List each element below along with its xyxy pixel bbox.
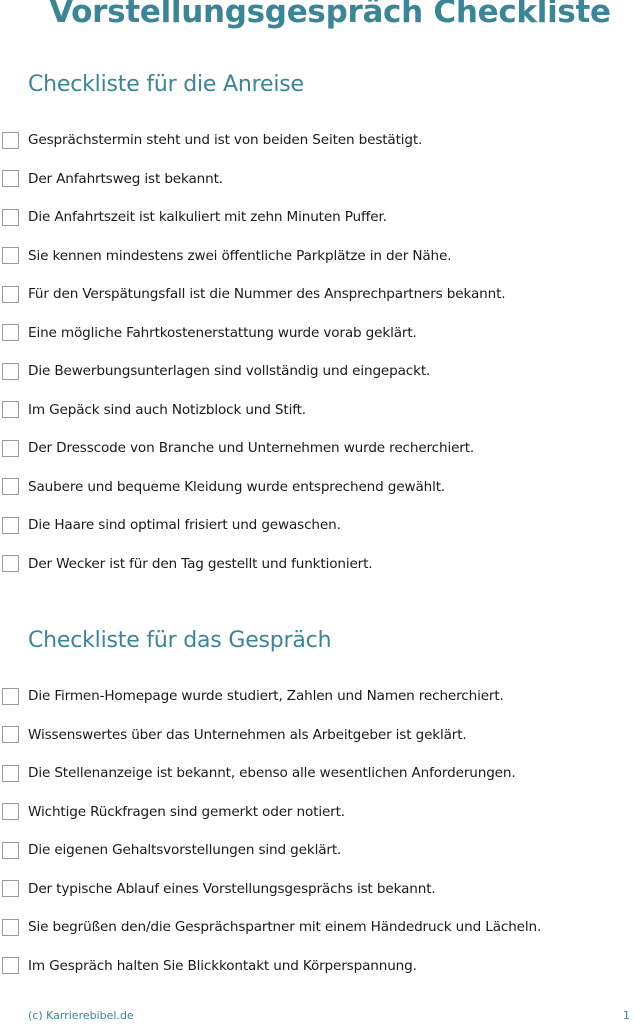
section-heading-anreise: Checkliste für die Anreise xyxy=(28,72,304,97)
checkbox[interactable] xyxy=(2,363,19,380)
checkbox[interactable] xyxy=(2,726,19,743)
checklist-item[interactable] xyxy=(0,716,541,755)
checklist-item[interactable] xyxy=(0,908,541,947)
page-number: 1 xyxy=(623,1009,630,1022)
checklist-gespraech xyxy=(0,677,541,985)
checkbox[interactable] xyxy=(2,209,19,226)
checkbox[interactable] xyxy=(2,440,19,457)
checklist-item-text: Der Wecker ist für den Tag gestellt und funktioniert. xyxy=(28,555,373,572)
checklist-item-text: Der Anfahrtsweg ist bekannt. xyxy=(28,170,223,187)
checklist-item[interactable] xyxy=(0,677,541,716)
checklist-item-text: Die Firmen-Homepage wurde studiert, Zahlen und Namen recherchiert. xyxy=(28,688,504,705)
checklist-item-text: Die Haare sind optimal frisiert und gewaschen. xyxy=(28,517,341,534)
checklist-item[interactable] xyxy=(0,831,541,870)
checkbox[interactable] xyxy=(2,401,19,418)
checklist-item[interactable] xyxy=(0,352,505,391)
checkbox[interactable] xyxy=(2,880,19,897)
checkbox[interactable] xyxy=(2,803,19,820)
checklist-anreise xyxy=(0,121,505,583)
checklist-item[interactable] xyxy=(0,314,505,353)
checklist-item-text: Die Stellenanzeige ist bekannt, ebenso alle wesentlichen Anforderungen. xyxy=(28,765,516,782)
checklist-item[interactable] xyxy=(0,947,541,986)
checklist-item-text: Die eigenen Gehaltsvorstellungen sind geklärt. xyxy=(28,842,342,859)
checkbox[interactable] xyxy=(2,842,19,859)
checklist-item[interactable] xyxy=(0,506,505,545)
checkbox[interactable] xyxy=(2,286,19,303)
page-title: Vorstellungsgespräch Checkliste xyxy=(49,0,611,30)
checklist-item[interactable] xyxy=(0,275,505,314)
checkbox[interactable] xyxy=(2,555,19,572)
checklist-item-text: Sie begrüßen den/die Gesprächspartner mit einem Händedruck und Lächeln. xyxy=(28,919,542,936)
checklist-item[interactable] xyxy=(0,754,541,793)
checkbox[interactable] xyxy=(2,324,19,341)
checklist-item[interactable] xyxy=(0,121,505,160)
checklist-item-text: Im Gespräch halten Sie Blickkontakt und Körperspannung. xyxy=(28,957,417,974)
footer-source: (c) Karrierebibel.de xyxy=(28,1009,134,1022)
checkbox[interactable] xyxy=(2,517,19,534)
checklist-item[interactable] xyxy=(0,391,505,430)
checkbox[interactable] xyxy=(2,957,19,974)
checklist-item[interactable] xyxy=(0,870,541,909)
checklist-item-text: Die Bewerbungsunterlagen sind vollständig und eingepackt. xyxy=(28,363,431,380)
checklist-item[interactable] xyxy=(0,429,505,468)
checkbox[interactable] xyxy=(2,765,19,782)
checkbox[interactable] xyxy=(2,919,19,936)
checklist-item-text: Im Gepäck sind auch Notizblock und Stift. xyxy=(28,401,306,418)
checklist-item-text: Wissenswertes über das Unternehmen als Arbeitgeber ist geklärt. xyxy=(28,726,467,743)
checklist-item-text: Der Dresscode von Branche und Unternehmen wurde recherchiert. xyxy=(28,440,475,457)
checklist-item-text: Gesprächstermin steht und ist von beiden Seiten bestätigt. xyxy=(28,132,423,149)
checklist-item[interactable] xyxy=(0,237,505,276)
checkbox[interactable] xyxy=(2,688,19,705)
checklist-item[interactable] xyxy=(0,793,541,832)
checklist-item-text: Wichtige Rückfragen sind gemerkt oder notiert. xyxy=(28,803,345,820)
checklist-item[interactable] xyxy=(0,160,505,199)
checklist-item-text: Saubere und bequeme Kleidung wurde entsprechend gewählt. xyxy=(28,478,446,495)
checkbox[interactable] xyxy=(2,132,19,149)
checklist-item-text: Sie kennen mindestens zwei öffentliche Parkplätze in der Nähe. xyxy=(28,247,452,264)
checklist-item[interactable] xyxy=(0,468,505,507)
checkbox[interactable] xyxy=(2,478,19,495)
checklist-item-text: Eine mögliche Fahrtkostenerstattung wurde vorab geklärt. xyxy=(28,324,417,341)
checklist-item-text: Für den Verspätungsfall ist die Nummer des Ansprechpartners bekannt. xyxy=(28,286,506,303)
checklist-item[interactable] xyxy=(0,198,505,237)
checkbox[interactable] xyxy=(2,247,19,264)
checklist-item-text: Der typische Ablauf eines Vorstellungsgesprächs ist bekannt. xyxy=(28,880,436,897)
checklist-item[interactable] xyxy=(0,545,505,584)
checkbox[interactable] xyxy=(2,170,19,187)
section-heading-gespraech: Checkliste für das Gespräch xyxy=(28,628,332,653)
checklist-item-text: Die Anfahrtszeit ist kalkuliert mit zehn Minuten Puffer. xyxy=(28,209,387,226)
